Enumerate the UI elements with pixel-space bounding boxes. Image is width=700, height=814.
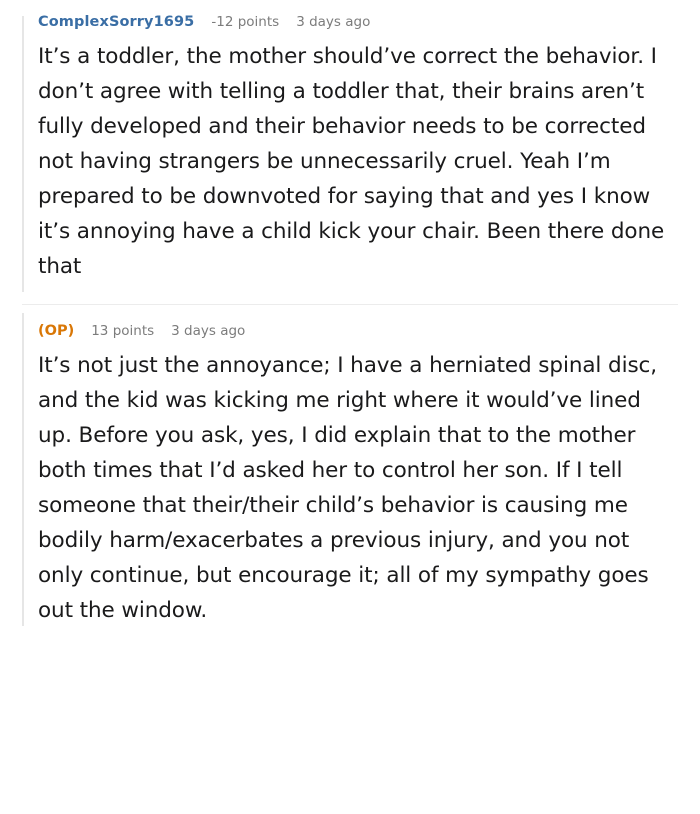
thread-line [22,16,24,292]
comment-body: It’s a toddler, the mother should’ve correct the behavior. I don’t agree with telling a toddler that, their brains aren’t fully developed and their behavior needs to be corrected not having strangers be unnecessarily cruel. Yeah I’m prepared to be downvoted for saying that and yes I know it’s annoying have a child kick your chair. Been there done that [38,44,665,279]
thread-line [22,313,24,626]
comment-item [22,14,678,294]
comment-timestamp: 3 days ago [171,323,246,339]
op-badge: (OP) [38,323,75,339]
comment-score: 13 points [91,323,155,339]
comment-score: -12 points [211,14,280,30]
comment-meta [38,14,678,30]
comment-body: It’s not just the annoyance; I have a herniated spinal disc, and the kid was kicking me right where it would’ve lined up. Before you ask, yes, I did explain that to the mother both times that I’d asked her to control her son. If I tell someone that their/their child’s behavior is causing me bodily harm/exacerbates a previous injury, and you not only continue, but encourage it; all of my sympathy goes out the window. [38,353,658,623]
comment-divider [22,304,678,305]
comment-timestamp: 3 days ago [296,14,371,30]
page-bottom-edge [0,804,700,814]
comment-meta [38,323,678,339]
comment-author-link[interactable]: ComplexSorry1695 [38,14,195,30]
comment-item [22,311,678,628]
